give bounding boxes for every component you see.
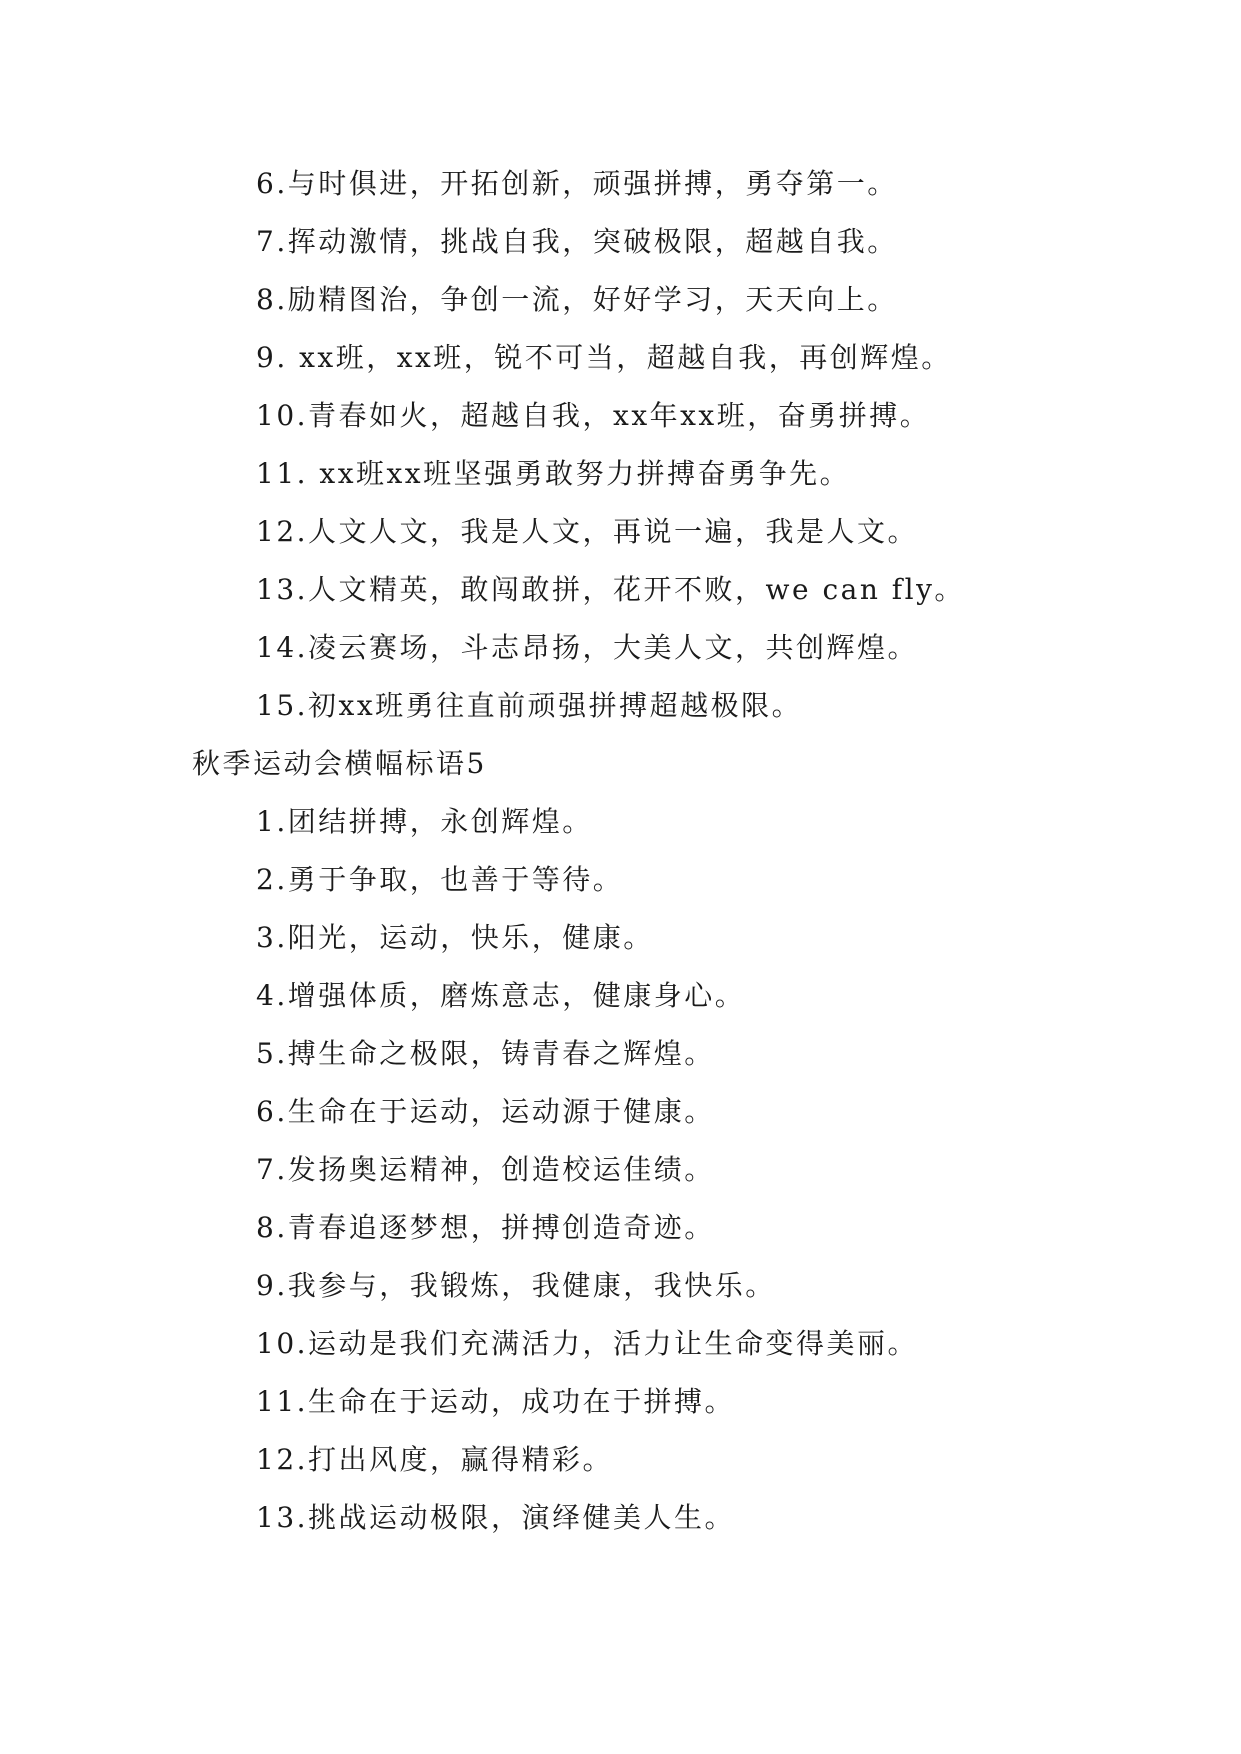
list-item: 2.勇于争取，也善于等待。	[256, 863, 624, 896]
list-item: 13.挑战运动极限，演绎健美人生。	[256, 1501, 736, 1534]
list-item: 3.阳光，运动，快乐，健康。	[256, 921, 654, 954]
list-item: 1.团结拼搏，永创辉煌。	[256, 805, 593, 838]
list-item: 6.生命在于运动，运动源于健康。	[256, 1095, 715, 1128]
section-heading: 秋季运动会横幅标语5	[192, 747, 487, 780]
list-item: 6.与时俱进，开拓创新，顽强拼搏，勇夺第一。	[256, 167, 898, 200]
list-item: 10.青春如火，超越自我，xx年xx班，奋勇拼搏。	[256, 399, 931, 432]
list-item: 5.搏生命之极限，铸青春之辉煌。	[256, 1037, 715, 1070]
list-item: 9.我参与，我锻炼，我健康，我快乐。	[256, 1269, 776, 1302]
list-item: 8.青春追逐梦想，拼搏创造奇迹。	[256, 1211, 715, 1244]
list-item: 4.增强体质，磨炼意志，健康身心。	[256, 979, 746, 1012]
list-item: 13.人文精英，敢闯敢拼，花开不败，we can fly。	[256, 573, 965, 606]
list-item: 11. xx班xx班坚强勇敢努力拼搏奋勇争先。	[256, 457, 851, 490]
list-item: 12.打出风度，赢得精彩。	[256, 1443, 614, 1476]
list-item: 10.运动是我们充满活力，活力让生命变得美丽。	[256, 1327, 919, 1360]
list-item: 14.凌云赛场，斗志昂扬，大美人文，共创辉煌。	[256, 631, 919, 664]
list-item: 12.人文人文，我是人文，再说一遍，我是人文。	[256, 515, 919, 548]
list-item: 7.挥动激情，挑战自我，突破极限，超越自我。	[256, 225, 898, 258]
list-item: 9. xx班，xx班，锐不可当，超越自我，再创辉煌。	[256, 341, 952, 374]
document-body	[0, 155, 1241, 1547]
list-item: 11.生命在于运动，成功在于拼搏。	[256, 1385, 736, 1418]
list-item: 15.初xx班勇往直前顽强拼搏超越极限。	[256, 689, 803, 722]
list-item: 8.励精图治，争创一流，好好学习，天天向上。	[256, 283, 898, 316]
list-item: 7.发扬奥运精神，创造校运佳绩。	[256, 1153, 715, 1186]
